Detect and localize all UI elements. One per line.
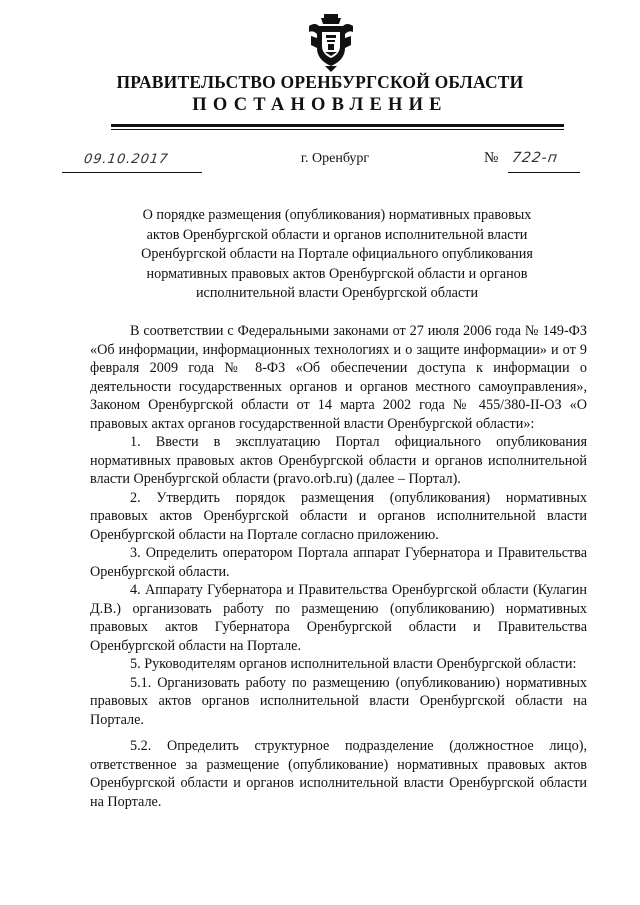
body-paragraph: 5. Руководителям органов исполнительной власти Оренбургской области: bbox=[130, 656, 577, 672]
body-paragraph: 2. Утвердить порядок размещения (опубликования) нормативных правовых актов Оренбургской области и органов исполнительной власти Оренбургской области на Портале согласно приложению. bbox=[90, 489, 587, 543]
header-rule-thick bbox=[111, 124, 564, 127]
organization-title: ПРАВИТЕЛЬСТВО ОРЕНБУРГСКОЙ ОБЛАСТИ bbox=[116, 72, 524, 92]
body-paragraph: 4. Аппарату Губернатора и Правительства Оренбургской области (Кулагин Д.В.) организовать работу по размещению (опубликованию) нормативных правовых актов Губернатора Оренбургской области и Правительства Оренбургской области на Портале. bbox=[90, 582, 587, 654]
document-type: ПОСТАНОВЛЕНИЕ bbox=[192, 95, 448, 115]
number-label: № bbox=[484, 150, 499, 166]
document-subject: О порядке размещения (опубликования) нормативных правовых актов Оренбургской области и органов исполнительной власти Оренбургской области на Портале официального опубликования нормативных правовых актов Оренбургской области и органов исполнительной власти Оренбургской области bbox=[141, 207, 533, 302]
document-body bbox=[90, 322, 587, 811]
header-rule-thin bbox=[111, 129, 564, 130]
preamble-paragraph: В соответствии с Федеральными законами от 27 июля 2006 года № 149-ФЗ «Об информации, информационных технологиях и о защите информации» и от 9 февраля 2009 года № 8-ФЗ «Об обеспечении доступа к информации о деятельности государственных органов и органов местного самоуправления», Законом Оренбургской области от 14 марта 2002 года № 455/380-II-ОЗ «О правовых актах органов государственной власти Оренбургской области»: bbox=[90, 323, 587, 432]
number-value: 722-п bbox=[510, 150, 560, 166]
body-paragraph: 5.1. Организовать работу по размещению (опубликованию) нормативных правовых актов органов исполнительной власти Оренбургской области на Портале. bbox=[90, 674, 587, 728]
number-field bbox=[508, 150, 580, 173]
date-value: 09.10.2017 bbox=[82, 152, 170, 167]
body-paragraph: 1. Ввести в эксплуатацию Портал официального опубликования нормативных правовых актов Оренбургской области и органов исполнительной власти Оренбургской области (pravo.orb.ru) (далее – Портал). bbox=[90, 434, 587, 487]
coat-of-arms-icon bbox=[307, 14, 355, 72]
date-field bbox=[62, 150, 202, 173]
city: г. Оренбург bbox=[300, 151, 370, 166]
body-paragraph: 5.2. Определить структурное подразделение (должностное лицо), ответственное за размещение (опубликование) нормативных правовых актов Оренбургской области и органов исполнительной власти Оренбургской области на Портале. bbox=[90, 738, 587, 810]
body-paragraph: 3. Определить оператором Портала аппарат Губернатора и Правительства Оренбургской области. bbox=[90, 545, 587, 580]
